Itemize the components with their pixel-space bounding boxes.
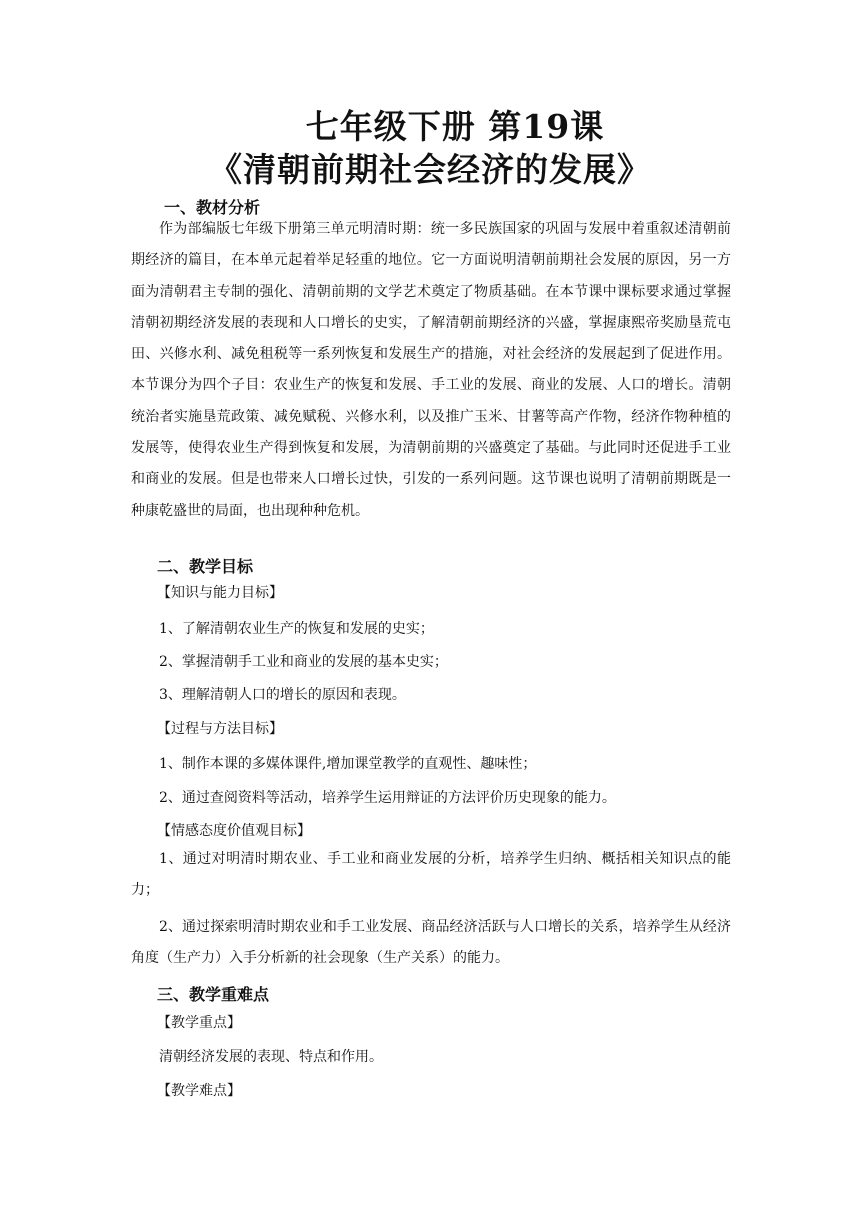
teaching-key-text: 清朝经济发展的表现、特点和作用。 — [159, 1049, 383, 1065]
knowledge-item-1: 1、了解清朝农业生产的恢复和发展的史实； — [159, 621, 434, 637]
textbook-analysis-paragraph: 作为部编版七年级下册第三单元明清时期：统一多民族国家的巩固与发展中着重叙述清朝前期经济的篇目，在本单元起着举足轻重的地位。它一方面说明清朝前期社会发展的原因，另一方面为清朝君主专制的强化、清朝前期的文学艺术奠定了物质基础。在本节课中课标要求通过掌握清朝初期经济发展的表现和人口增长的史实，了解清朝前期经济的兴盛，掌握康熙帝奖励垦荒屯田、兴修水利、减免租税等一系列恢复和发展生产的措施，对社会经济的发展起到了促进作用。本节课分为四个子目：农业生产的恢复和发展、手工业的发展、商业的发展、人口的增长。清朝统治者实施垦荒政策、减免赋税、兴修水利，以及推广玉米、甘薯等高产作物，经济作物种植的发展等，使得农业生产得到恢复和发展，为清朝前期的兴盛奠定了基础。与此同时还促进手工业和商业的发展。但是也带来人口增长过快，引发的一系列问题。这节课也说明了清朝前期既是一种康乾盛世的局面，也出现种种危机。 — [131, 221, 731, 519]
process-item-1: 1、制作本课的多媒体课件,增加课堂教学的直观性、趣味性； — [159, 756, 537, 772]
knowledge-ability-label: 【知识与能力目标】 — [157, 585, 283, 601]
section-heading-key-difficult-points: 三、教学重难点 — [157, 985, 270, 1004]
knowledge-item-3: 3、理解清朝人口的增长的原因和表现。 — [159, 687, 406, 703]
process-item-2: 2、通过查阅资料等活动，培养学生运用辩证的方法评价历史现象的能力。 — [159, 790, 616, 806]
emotion-item-2: 2、通过探索明清时期农业和手工业发展、商品经济活跃与人口增长的关系，培养学生从经济角度（生产力）入手分析新的社会现象（生产关系）的能力。 — [131, 919, 731, 967]
section-heading-teaching-objectives: 二、教学目标 — [157, 557, 254, 576]
document-title-line1: 七年级下册 第19课 — [305, 107, 605, 146]
knowledge-item-2: 2、掌握清朝手工业和商业的发展的基本史实； — [159, 654, 448, 670]
emotion-attitude-label: 【情感态度价值观目标】 — [157, 823, 311, 839]
teaching-difficult-label: 【教学难点】 — [157, 1083, 241, 1099]
document-title-line2: 《清朝前期社会经济的发展》 — [209, 150, 651, 189]
teaching-key-label: 【教学重点】 — [157, 1015, 241, 1031]
emotion-item-1: 1、通过对明清时期农业、手工业和商业发展的分析，培养学生归纳、概括相关知识点的能力； — [131, 851, 731, 899]
section-heading-textbook-analysis: 一、教材分析 — [164, 198, 261, 217]
process-method-label: 【过程与方法目标】 — [157, 721, 283, 737]
